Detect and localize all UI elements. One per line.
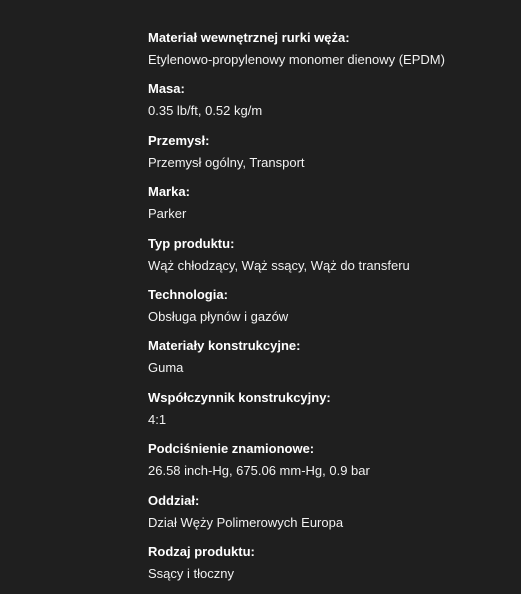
spec-design-factor <box>148 389 508 440</box>
spec-label: Materiał wewnętrznej rurki węża: <box>148 30 350 45</box>
spec-value: 0.35 lb/ft, 0.52 kg/m <box>148 103 263 119</box>
spec-vacuum-rating <box>148 440 508 491</box>
spec-weight <box>148 80 508 131</box>
spec-label: Marka: <box>148 184 190 200</box>
spec-label: Podciśnienie znamionowe: <box>148 441 315 457</box>
spec-division <box>148 492 508 543</box>
spec-label: Masa: <box>148 81 185 97</box>
spec-value: Obsługa płynów i gazów <box>148 308 289 324</box>
spec-brand <box>148 183 508 234</box>
spec-industry <box>148 132 508 183</box>
spec-label: Typ produktu: <box>148 235 235 251</box>
spec-label: Przemysł: <box>148 132 210 148</box>
spec-value: Dział Węży Polimerowych Europa <box>148 514 344 530</box>
spec-value: Ssący i tłoczny <box>148 565 234 581</box>
spec-hose-inner-tube-material <box>148 29 508 80</box>
product-spec-list <box>148 29 508 594</box>
spec-technology <box>148 286 508 337</box>
spec-label: Oddział: <box>148 492 200 508</box>
spec-value: Parker <box>148 206 187 222</box>
spec-label: Technologia: <box>148 286 228 302</box>
spec-label: Współczynnik konstrukcyjny: <box>148 389 331 405</box>
spec-value: Wąż chłodzący, Wąż ssący, Wąż do transferu <box>148 257 410 273</box>
spec-value: 4:1 <box>148 411 167 427</box>
spec-label: Materiały konstrukcyjne: <box>148 338 301 354</box>
spec-product-kind <box>148 543 508 594</box>
spec-value: Przemysł ogólny, Transport <box>148 154 305 170</box>
spec-label: Rodzaj produktu: <box>148 543 255 559</box>
spec-value: Etylenowo-propylenowy monomer dienowy (EPDM) <box>148 52 445 67</box>
spec-construction-materials <box>148 337 508 388</box>
spec-value: 26.58 inch-Hg, 675.06 mm-Hg, 0.9 bar <box>148 463 370 479</box>
spec-product-type <box>148 235 508 286</box>
spec-value: Guma <box>148 360 184 376</box>
